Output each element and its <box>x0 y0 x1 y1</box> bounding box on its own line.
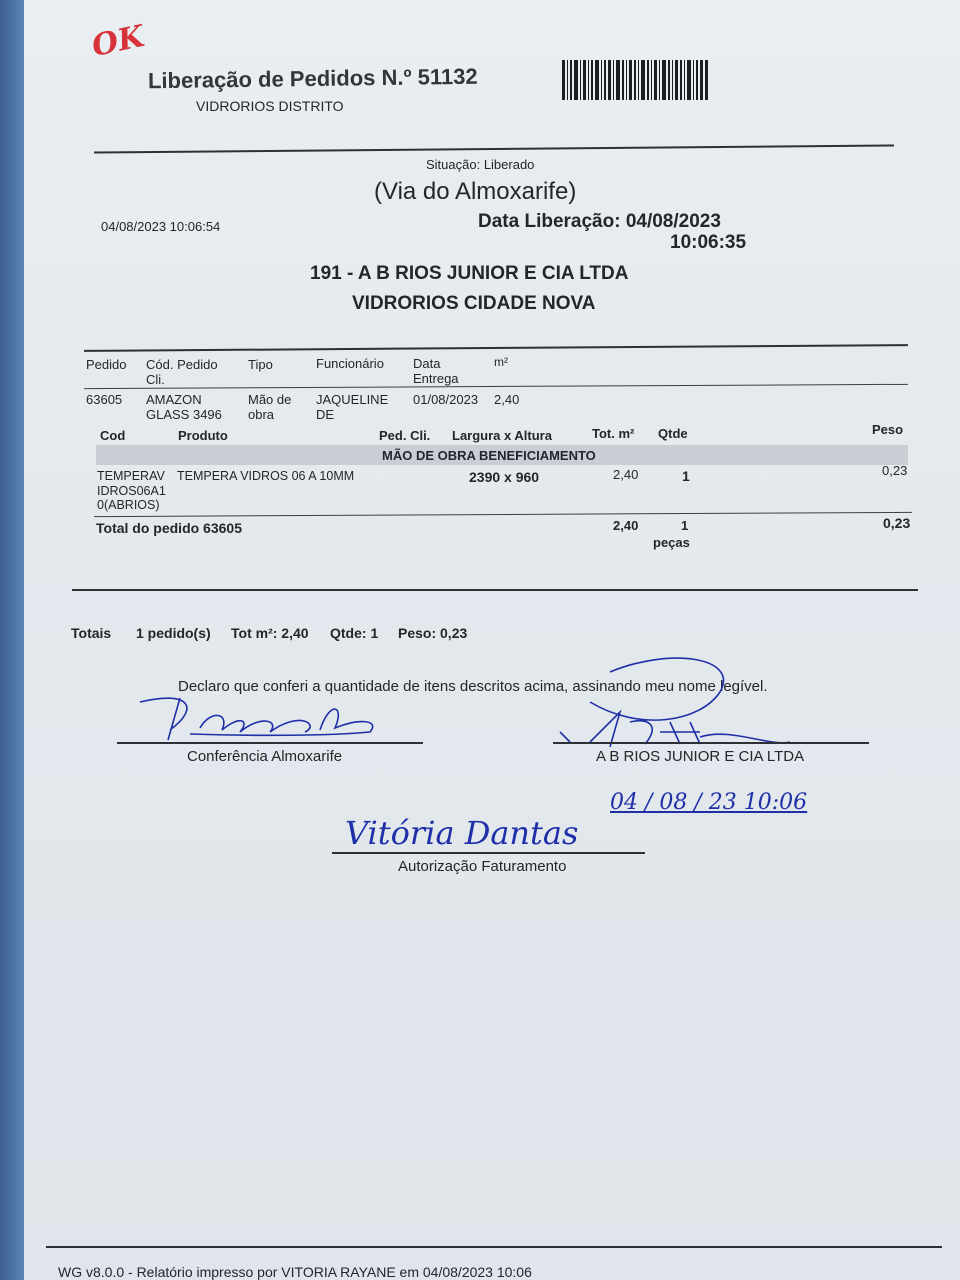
almoxarife-label: Conferência Almoxarife <box>187 748 343 765</box>
header-divider <box>94 145 894 154</box>
order-total-m2: 2,40 <box>613 518 639 533</box>
order-employee: JAQUELINE <box>316 392 389 407</box>
footer-text: WG v8.0.0 - Relatório impresso por VITORIA RAYANE em 04/08/2023 10:06 <box>58 1264 532 1280</box>
company-signature-icon <box>550 652 810 762</box>
order-total-peso: 0,23 <box>883 515 911 531</box>
release-time: 10:06:35 <box>670 232 747 253</box>
items-header-cod: Cod <box>100 428 126 443</box>
authorization-label: Autorização Faturamento <box>398 858 567 875</box>
items-header-peso: Peso <box>872 422 904 437</box>
col-header-tipo: Tipo <box>248 357 273 372</box>
items-header-qtde: Qtde <box>658 426 688 441</box>
order-total-qtde-unit: peças <box>653 535 690 550</box>
order-employee-line2: DE <box>316 407 335 422</box>
col-header-funcionario: Funcionário <box>316 356 384 371</box>
group-label: MÃO DE OBRA BENEFICIAMENTO <box>382 448 596 463</box>
declaration-text: Declaro que conferi a quantidade de itens descritos acima, assinando meu nome legível. <box>178 678 768 695</box>
totals-peso: Peso: 0,23 <box>398 625 468 641</box>
background-edge <box>0 0 24 1280</box>
item-code-line2: IDROS06A1 <box>97 484 166 498</box>
col-header-data: Data <box>413 356 441 371</box>
print-datetime: 04/08/2023 10:06:54 <box>101 219 221 234</box>
almoxarife-signature-icon <box>130 690 400 750</box>
client-name: 191 - A B RIOS JUNIOR E CIA LTDA <box>310 263 629 284</box>
ok-annotation: OK <box>88 18 148 65</box>
item-product: TEMPERA VIDROS 06 A 10MM <box>177 469 355 483</box>
total-row-rule <box>94 512 912 517</box>
company-label: A B RIOS JUNIOR E CIA LTDA <box>596 748 805 765</box>
totals-m2: Tot m²: 2,40 <box>231 625 309 641</box>
totals-qtde: Qtde: 1 <box>330 625 379 641</box>
barcode-icon <box>562 60 708 100</box>
authorization-signature: Vitória Dantas <box>345 814 579 852</box>
order-delivery-date: 01/08/2023 <box>413 392 479 407</box>
items-header-ped-cli: Ped. Cli. <box>379 428 431 443</box>
col-header-cod-pedido: Cód. Pedido <box>146 357 218 372</box>
totals-orders: 1 pedido(s) <box>136 625 211 641</box>
totals-divider <box>72 589 918 591</box>
item-qtde: 1 <box>682 468 690 484</box>
col-header-m2: m² <box>494 355 508 369</box>
order-client-code: AMAZON <box>146 392 202 407</box>
status-text: Situação: Liberado <box>426 157 535 172</box>
item-tot-m2: 2,40 <box>613 467 639 482</box>
order-type-line2: obra <box>248 407 275 422</box>
authorization-signature-line <box>332 852 645 854</box>
col-header-cli: Cli. <box>146 372 165 387</box>
copy-label: (Via do Almoxarife) <box>374 178 577 205</box>
order-client-code-line2: GLASS 3496 <box>146 407 222 422</box>
totals-label: Totais <box>71 625 112 641</box>
item-code: TEMPERAV <box>97 469 165 483</box>
footer-divider <box>46 1246 942 1248</box>
order-table-top-rule <box>84 344 908 352</box>
order-header-rule <box>84 384 908 389</box>
company-signature-line <box>553 742 869 744</box>
order-type: Mão de <box>248 392 292 407</box>
client-branch: VIDRORIOS CIDADE NOVA <box>352 293 596 314</box>
document-title: Liberação de Pedidos N.º 51132 <box>147 63 478 94</box>
order-m2: 2,40 <box>494 392 520 407</box>
order-total-qtde: 1 <box>681 518 689 533</box>
item-dimensions: 2390 x 960 <box>469 469 540 485</box>
items-header-dimensions: Largura x Altura <box>452 428 552 443</box>
almoxarife-signature-line <box>117 742 423 744</box>
order-number: 63605 <box>86 392 123 407</box>
items-header-tot-m2: Tot. m² <box>592 426 635 441</box>
company-subtitle: VIDRORIOS DISTRITO <box>196 98 344 114</box>
order-total-label: Total do pedido 63605 <box>96 520 242 536</box>
col-header-pedido: Pedido <box>86 357 127 372</box>
item-code-line3: 0(ABRIOS) <box>97 498 160 512</box>
handwritten-date: 04 / 08 / 23 10:06 <box>610 790 808 815</box>
item-peso: 0,23 <box>882 463 908 478</box>
col-header-entrega: Entrega <box>413 371 459 386</box>
release-date: Data Liberação: 04/08/2023 <box>478 211 721 232</box>
items-header-produto: Produto <box>178 428 228 443</box>
